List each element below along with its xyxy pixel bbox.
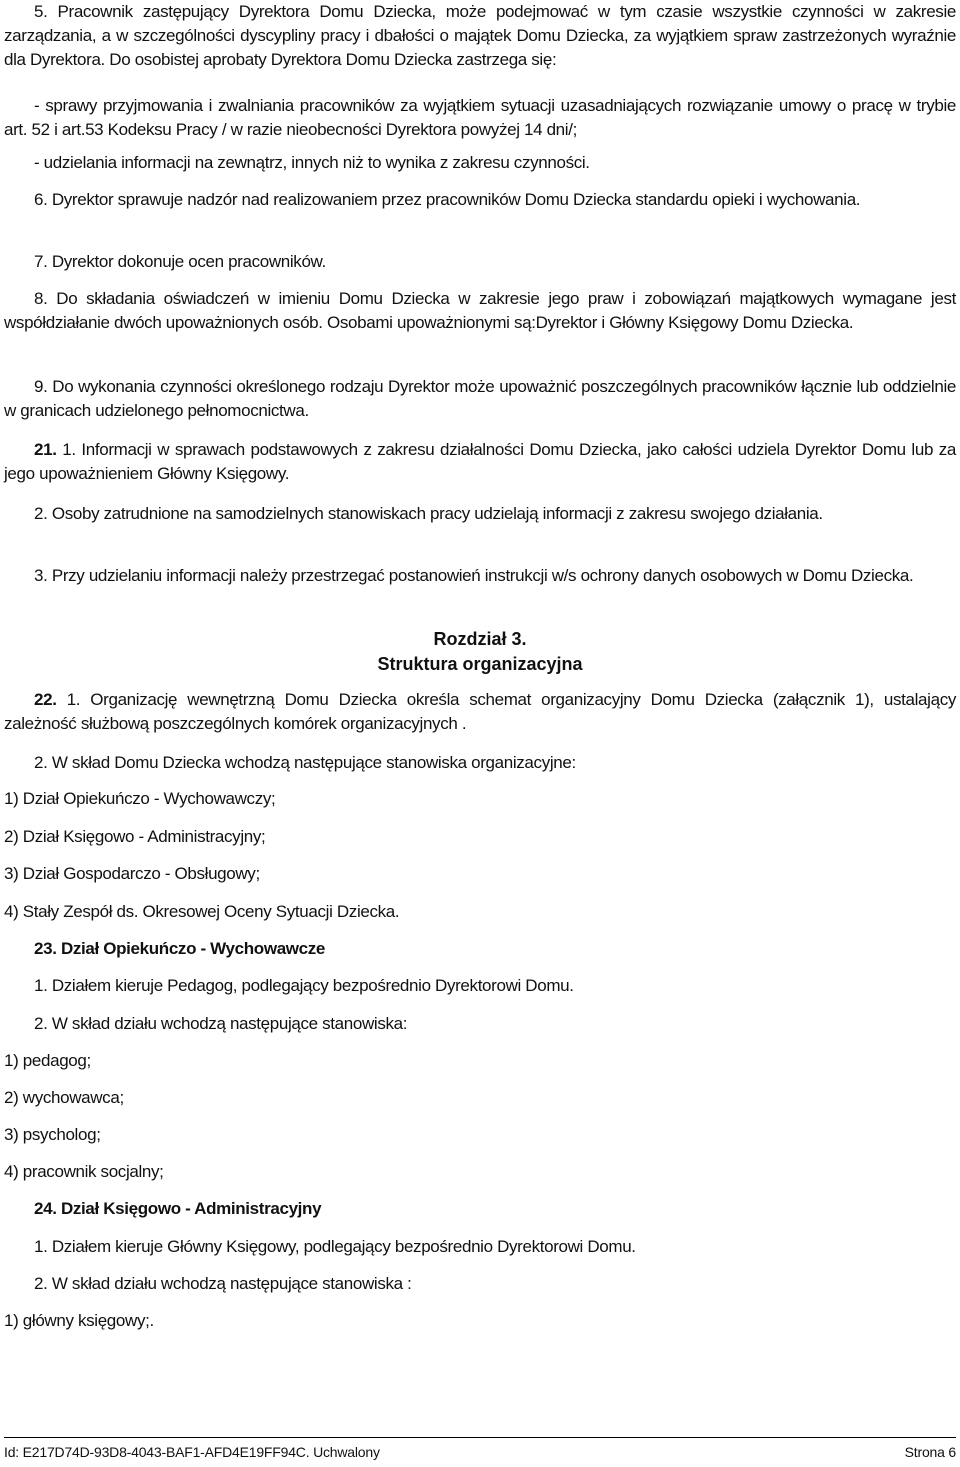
paragraph-5-item-b: - udzielania informacji na zewnątrz, innych niż to wynika z zakresu czynności.	[34, 153, 590, 172]
section-23-item-3: 3) psycholog;	[4, 1125, 101, 1144]
section-23-item-2: 2) wychowawca;	[4, 1088, 124, 1107]
section-23-point-2: 2. W skład działu wchodzą następujące stanowiska:	[34, 1014, 408, 1033]
section-21-point-1-text: 1. Informacji w sprawach podstawowych z zakresu działalności Domu Dziecka, jako całości udziela Dyrektor Domu lub za jego upoważnieniem Główny Księgowy.	[4, 440, 956, 483]
section-24-heading: 24. Dział Księgowo - Administracyjny	[34, 1199, 322, 1218]
section-21-number: 21.	[34, 440, 57, 459]
paragraph-8: 8. Do składania oświadczeń w imieniu Domu Dziecka w zakresie jego praw i zobowiązań majątkowych wymagane jest współdziałanie dwóch upoważnionych osób. Osobami upoważnionymi są:Dyrektor i Główny Księgowy Domu Dziecka.	[4, 289, 956, 332]
section-23-item-4: 4) pracownik socjalny;	[4, 1162, 164, 1181]
paragraph-5: 5. Pracownik zastępujący Dyrektora Domu Dziecka, może podejmować w tym czasie wszystkie czynności w zakresie zarządzania, a w szczególności dyscypliny pracy i dbałości o majątek Domu Dziecka, za wyjątkiem spraw zastrzeżonych wyraźnie dla Dyrektora. Do osobistej aprobaty Dyrektora Domu Dziecka zastrzega się:	[4, 2, 956, 69]
paragraph-7: 7. Dyrektor dokonuje ocen pracowników.	[34, 252, 326, 271]
section-23-item-1: 1) pedagog;	[4, 1051, 91, 1070]
chapter-title: Struktura organizacyjna	[377, 654, 583, 674]
section-24-point-2: 2. W skład działu wchodzą następujące stanowiska :	[34, 1274, 412, 1293]
chapter-number: Rozdział 3.	[433, 629, 527, 649]
footer-divider	[4, 1437, 956, 1438]
section-21-point-2: 2. Osoby zatrudnione na samodzielnych stanowiskach pracy udzielają informacji z zakresu swojego działania.	[34, 504, 823, 523]
section-22-number: 22.	[34, 690, 57, 709]
section-24-point-1: 1. Działem kieruje Główny Księgowy, podlegający bezpośrednio Dyrektorowi Domu.	[34, 1237, 636, 1256]
section-22-item-3: 3) Dział Gospodarczo - Obsługowy;	[4, 864, 260, 883]
section-22-item-1: 1) Dział Opiekuńczo - Wychowawczy;	[4, 789, 276, 808]
section-23-heading: 23. Dział Opiekuńczo - Wychowawcze	[34, 939, 326, 958]
section-22-item-2: 2) Dział Księgowo - Administracyjny;	[4, 827, 266, 846]
section-21-point-1	[4, 438, 956, 486]
paragraph-6: 6. Dyrektor sprawuje nadzór nad realizowaniem przez pracowników Domu Dziecka standardu opieki i wychowania.	[34, 190, 861, 209]
paragraph-9: 9. Do wykonania czynności określonego rodzaju Dyrektor może upoważnić poszczególnych pracowników łącznie lub oddzielnie w granicach udzielonego pełnomocnictwa.	[4, 377, 956, 420]
section-24-item-1: 1) główny księgowy;.	[4, 1311, 154, 1330]
section-21-point-3: 3. Przy udzielaniu informacji należy przestrzegać postanowień instrukcji w/s ochrony danych osobowych w Domu Dziecka.	[34, 566, 914, 585]
paragraph-5-item-a: - sprawy przyjmowania i zwalniania pracowników za wyjątkiem sytuacji uzasadniających rozwiązanie umowy o pracę w trybie art. 52 i art.53 Kodeksu Pracy / w razie nieobecności Dyrektora powyżej 14 dni/;	[4, 96, 956, 139]
section-22-point-1	[4, 688, 956, 736]
section-22-item-4: 4) Stały Zespół ds. Okresowej Oceny Sytuacji Dziecka.	[4, 902, 400, 921]
footer-page-number: Strona 6	[904, 1444, 956, 1460]
section-22-point-1-text: 1. Organizację wewnętrzną Domu Dziecka określa schemat organizacyjny Domu Dziecka (załącznik 1), ustalający zależność służbową poszczególnych komórek organizacyjnych .	[4, 690, 956, 733]
footer-document-id: Id: E217D74D-93D8-4043-BAF1-AFD4E19FF94C. Uchwalony	[4, 1444, 380, 1460]
section-22-point-2: 2. W skład Domu Dziecka wchodzą następujące stanowiska organizacyjne:	[34, 753, 576, 772]
section-23-point-1: 1. Działem kieruje Pedagog, podlegający bezpośrednio Dyrektorowi Domu.	[34, 976, 574, 995]
